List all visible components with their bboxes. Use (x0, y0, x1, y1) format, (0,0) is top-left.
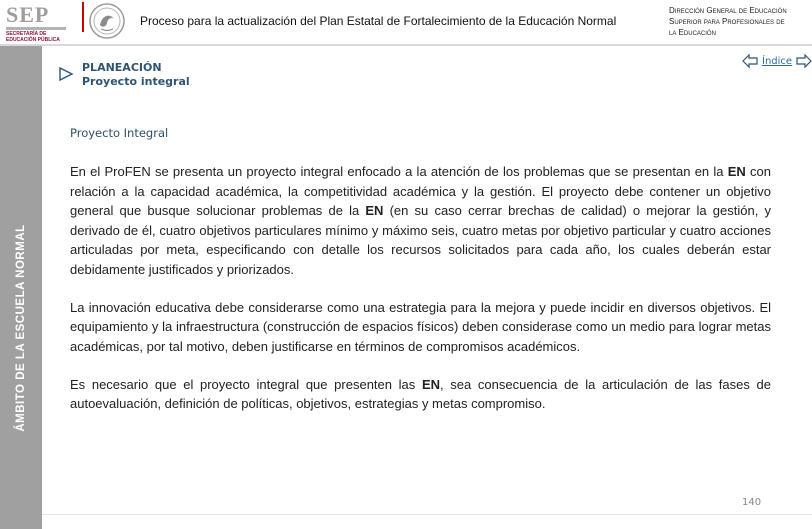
arrow-left-icon[interactable] (742, 54, 758, 68)
section-subtitle: Proyecto integral (82, 75, 190, 88)
side-band-label: ÁMBITO DE LA ESCUELA NORMAL (15, 224, 27, 432)
paragraph-2: La innovación educativa debe considerarse como una estrategia para la mejora y puede incidir en diversos objetivos. El equipamiento y la infraestructura (construcción de espacios físicos) deben considerase como un medio para lograr metas académicas, por tal motivo, deben justificarse en términos de compromisos académicos. (70, 299, 771, 354)
play-triangle-icon (58, 66, 74, 82)
sep-logo-bar (6, 27, 66, 30)
header-rule (0, 44, 812, 46)
index-nav (742, 52, 812, 70)
paragraph-3: Es necesario que el proyecto integral que presenten las EN, sea consecuencia de la articulación de las fases de autoevaluación, definición de políticas, objetivos, estrategias y metas compromiso. (70, 376, 771, 411)
header (0, 0, 812, 46)
header-title: Proceso para la actualización del Plan Estatal de Fortalecimiento de la Educación Normal (140, 14, 617, 28)
org-line-2: Superior para Profesionales de (669, 17, 785, 26)
bottom-rule (42, 514, 812, 515)
main-content (70, 126, 771, 432)
sep-logo-subtitle: SECRETARÍA DE EDUCACIÓN PÚBLICA (6, 31, 60, 43)
header-organization (669, 5, 799, 38)
org-line-1: Dirección General de Educación (669, 6, 787, 15)
mexico-seal-icon (88, 1, 126, 41)
content-heading: Proyecto Integral (70, 126, 169, 140)
sep-logo (4, 2, 68, 42)
section-title: PLANEACIÓN (82, 61, 162, 74)
side-band (0, 46, 42, 529)
org-line-3: la Educación (669, 28, 716, 37)
section-label (82, 61, 190, 89)
paragraph-1: En el ProFEN se presenta un proyecto integral enfocado a la atención de los problemas que se presentan en la EN con relación a la capacidad académica, la competitividad académica y la gestión. El proyecto debe contener un objetivo general que busque solucionar problemas de la EN (en su caso cerrar brechas de calidad) o mejorar la gestión, y derivado de él, cuatro objetivos particulares mínimo y máximo seis, cuatro metas por objetivo particular y cuatro acciones articuladas por meta, especificando con detalle los recursos solicitados para cada año, los cuales deberán estar debidamente justificados y priorizados. (70, 164, 771, 277)
sep-logo-text: SEP (6, 2, 50, 27)
page-number: 140 (742, 497, 762, 508)
header-divider (68, 2, 84, 32)
index-link[interactable]: Índice (762, 55, 793, 67)
arrow-right-icon[interactable] (796, 54, 812, 68)
